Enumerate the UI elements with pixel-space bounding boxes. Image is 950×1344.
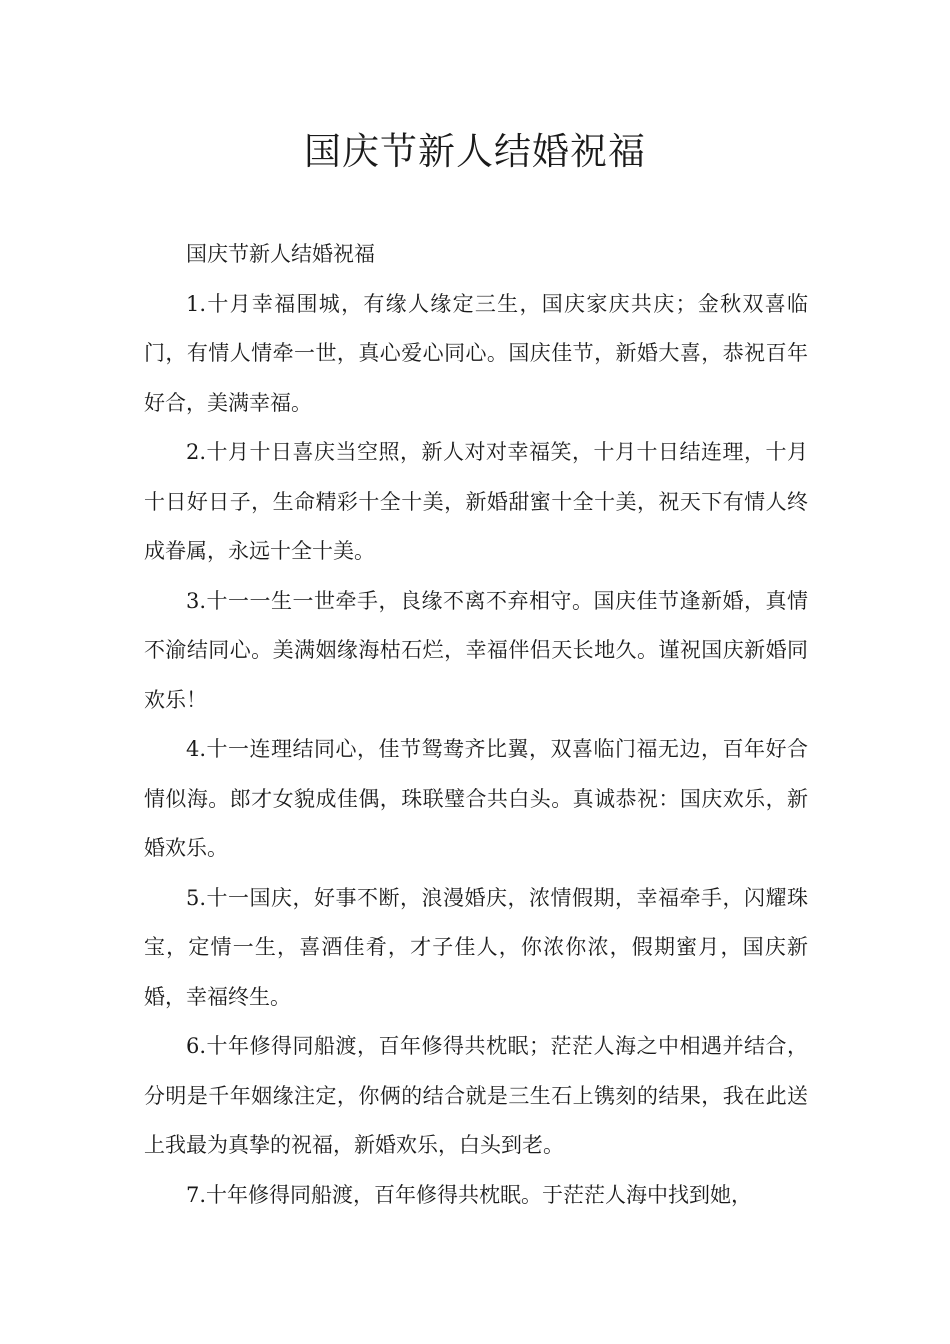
paragraph-subtitle: 国庆节新人结婚祝福 bbox=[186, 242, 375, 266]
paragraph-5: 5.十一国庆，好事不断，浪漫婚庆，浓情假期，幸福牵手，闪耀珠宝，定情一生，喜酒佳肴，才子佳人，你浓你浓，假期蜜月，国庆新婚，幸福终生。 bbox=[144, 885, 808, 1009]
paragraph-6: 6.十年修得同船渡，百年修得共枕眠；茫茫人海之中相遇并结合，分明是千年姻缘注定，你俩的结合就是三生石上镌刻的结果，我在此送上我最为真挚的祝福，新婚欢乐，白头到老。 bbox=[144, 1034, 808, 1157]
paragraph-2: 2.十月十日喜庆当空照，新人对对幸福笑，十月十日结连理，十月十日好日子，生命精彩十全十美，新婚甜蜜十全十美，祝天下有情人终成眷属，永远十全十美。 bbox=[144, 440, 808, 563]
paragraph-4: 4.十一连理结同心，佳节鸳鸯齐比翼，双喜临门福无边，百年好合情似海。郎才女貌成佳偶，珠联璧合共白头。真诚恭祝：国庆欢乐，新婚欢乐。 bbox=[144, 737, 808, 860]
document-title: 国庆节新人结婚祝福 bbox=[304, 130, 646, 173]
paragraph-3: 3.十一一生一世牵手，良缘不离不弃相守。国庆佳节逢新婚，真情不渝结同心。美满姻缘海枯石烂，幸福伴侣天长地久。谨祝国庆新婚同欢乐！ bbox=[144, 588, 808, 712]
paragraph-7: 7.十年修得同船渡，百年修得共枕眠。于茫茫人海中找到她， bbox=[186, 1182, 753, 1207]
paragraph-1: 1.十月幸福围城，有缘人缘定三生，国庆家庆共庆；金秋双喜临门，有情人情牵一世，真心爱心同心。国庆佳节，新婚大喜，恭祝百年好合，美满幸福。 bbox=[144, 291, 808, 415]
document-body bbox=[144, 230, 808, 1220]
